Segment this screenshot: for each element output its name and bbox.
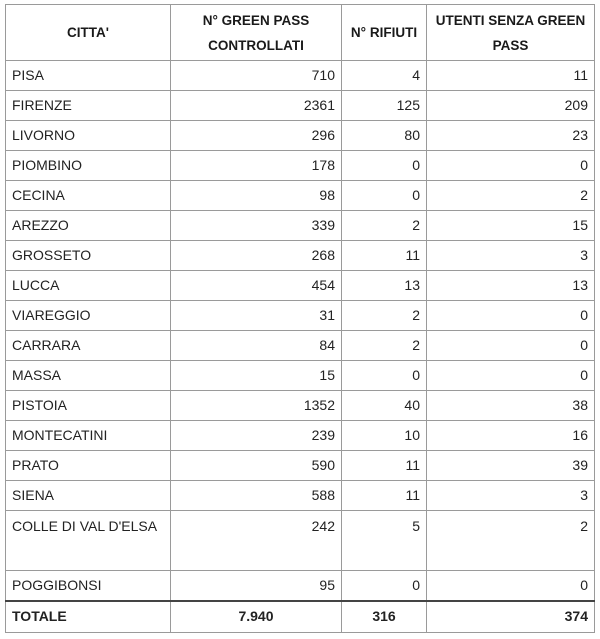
controllati-cell: 2361	[171, 91, 342, 121]
table-row	[6, 211, 595, 241]
senza-cell: 2	[427, 181, 595, 211]
city-cell: COLLE DI VAL D'ELSA	[6, 511, 171, 571]
header-controllati: N° GREEN PASS CONTROLLATI	[171, 5, 342, 61]
city-cell: AREZZO	[6, 211, 171, 241]
senza-cell: 0	[427, 361, 595, 391]
rifiuti-cell: 2	[342, 331, 427, 361]
senza-cell: 0	[427, 151, 595, 181]
controllati-cell: 15	[171, 361, 342, 391]
rifiuti-cell: 11	[342, 481, 427, 511]
city-cell: CARRARA	[6, 331, 171, 361]
controllati-cell: 98	[171, 181, 342, 211]
city-cell: MASSA	[6, 361, 171, 391]
controllati-cell: 710	[171, 61, 342, 91]
controllati-cell: 588	[171, 481, 342, 511]
table-row	[6, 511, 595, 571]
rifiuti-cell: 2	[342, 301, 427, 331]
rifiuti-cell: 5	[342, 511, 427, 571]
table-row	[6, 91, 595, 121]
table-row	[6, 241, 595, 271]
rifiuti-cell: 0	[342, 151, 427, 181]
rifiuti-cell: 40	[342, 391, 427, 421]
rifiuti-cell: 0	[342, 571, 427, 601]
rifiuti-cell: 80	[342, 121, 427, 151]
total-senza: 374	[427, 601, 595, 633]
city-cell: MONTECATINI	[6, 421, 171, 451]
total-label: TOTALE	[6, 601, 171, 633]
senza-cell: 0	[427, 331, 595, 361]
city-cell: PIOMBINO	[6, 151, 171, 181]
controllati-cell: 268	[171, 241, 342, 271]
header-city: CITTA'	[6, 5, 171, 61]
controllati-cell: 454	[171, 271, 342, 301]
controllati-cell: 95	[171, 571, 342, 601]
rifiuti-cell: 125	[342, 91, 427, 121]
table-row	[6, 361, 595, 391]
senza-cell: 2	[427, 511, 595, 571]
city-cell: SIENA	[6, 481, 171, 511]
city-cell: PISA	[6, 61, 171, 91]
city-cell: VIAREGGIO	[6, 301, 171, 331]
city-cell: LIVORNO	[6, 121, 171, 151]
rifiuti-cell: 4	[342, 61, 427, 91]
senza-cell: 38	[427, 391, 595, 421]
table-row	[6, 61, 595, 91]
table-row	[6, 181, 595, 211]
total-rifiuti: 316	[342, 601, 427, 633]
city-cell: POGGIBONSI	[6, 571, 171, 601]
controllati-cell: 84	[171, 331, 342, 361]
table-row	[6, 331, 595, 361]
city-cell: FIRENZE	[6, 91, 171, 121]
senza-cell: 11	[427, 61, 595, 91]
senza-cell: 39	[427, 451, 595, 481]
green-pass-table	[5, 4, 595, 633]
rifiuti-cell: 2	[342, 211, 427, 241]
table-header	[6, 5, 595, 61]
senza-cell: 0	[427, 301, 595, 331]
table-body	[6, 61, 595, 601]
table-row	[6, 391, 595, 421]
controllati-cell: 296	[171, 121, 342, 151]
table-row	[6, 481, 595, 511]
senza-cell: 209	[427, 91, 595, 121]
senza-cell: 13	[427, 271, 595, 301]
controllati-cell: 242	[171, 511, 342, 571]
city-cell: CECINA	[6, 181, 171, 211]
rifiuti-cell: 11	[342, 241, 427, 271]
city-cell: PISTOIA	[6, 391, 171, 421]
city-cell: PRATO	[6, 451, 171, 481]
total-row	[6, 601, 595, 633]
rifiuti-cell: 0	[342, 361, 427, 391]
city-cell: LUCCA	[6, 271, 171, 301]
table-row	[6, 121, 595, 151]
rifiuti-cell: 10	[342, 421, 427, 451]
controllati-cell: 339	[171, 211, 342, 241]
header-senza: UTENTI SENZA GREEN PASS	[427, 5, 595, 61]
table-row	[6, 301, 595, 331]
total-controllati: 7.940	[171, 601, 342, 633]
rifiuti-cell: 0	[342, 181, 427, 211]
controllati-cell: 31	[171, 301, 342, 331]
senza-cell: 16	[427, 421, 595, 451]
city-cell: GROSSETO	[6, 241, 171, 271]
rifiuti-cell: 13	[342, 271, 427, 301]
table-row	[6, 271, 595, 301]
table-row	[6, 151, 595, 181]
header-rifiuti: N° RIFIUTI	[342, 5, 427, 61]
senza-cell: 23	[427, 121, 595, 151]
controllati-cell: 1352	[171, 391, 342, 421]
senza-cell: 15	[427, 211, 595, 241]
table-row	[6, 571, 595, 601]
table-row	[6, 451, 595, 481]
senza-cell: 0	[427, 571, 595, 601]
green-pass-table-container	[5, 4, 595, 633]
senza-cell: 3	[427, 241, 595, 271]
senza-cell: 3	[427, 481, 595, 511]
controllati-cell: 239	[171, 421, 342, 451]
rifiuti-cell: 11	[342, 451, 427, 481]
controllati-cell: 590	[171, 451, 342, 481]
header-row	[6, 5, 595, 61]
controllati-cell: 178	[171, 151, 342, 181]
table-row	[6, 421, 595, 451]
